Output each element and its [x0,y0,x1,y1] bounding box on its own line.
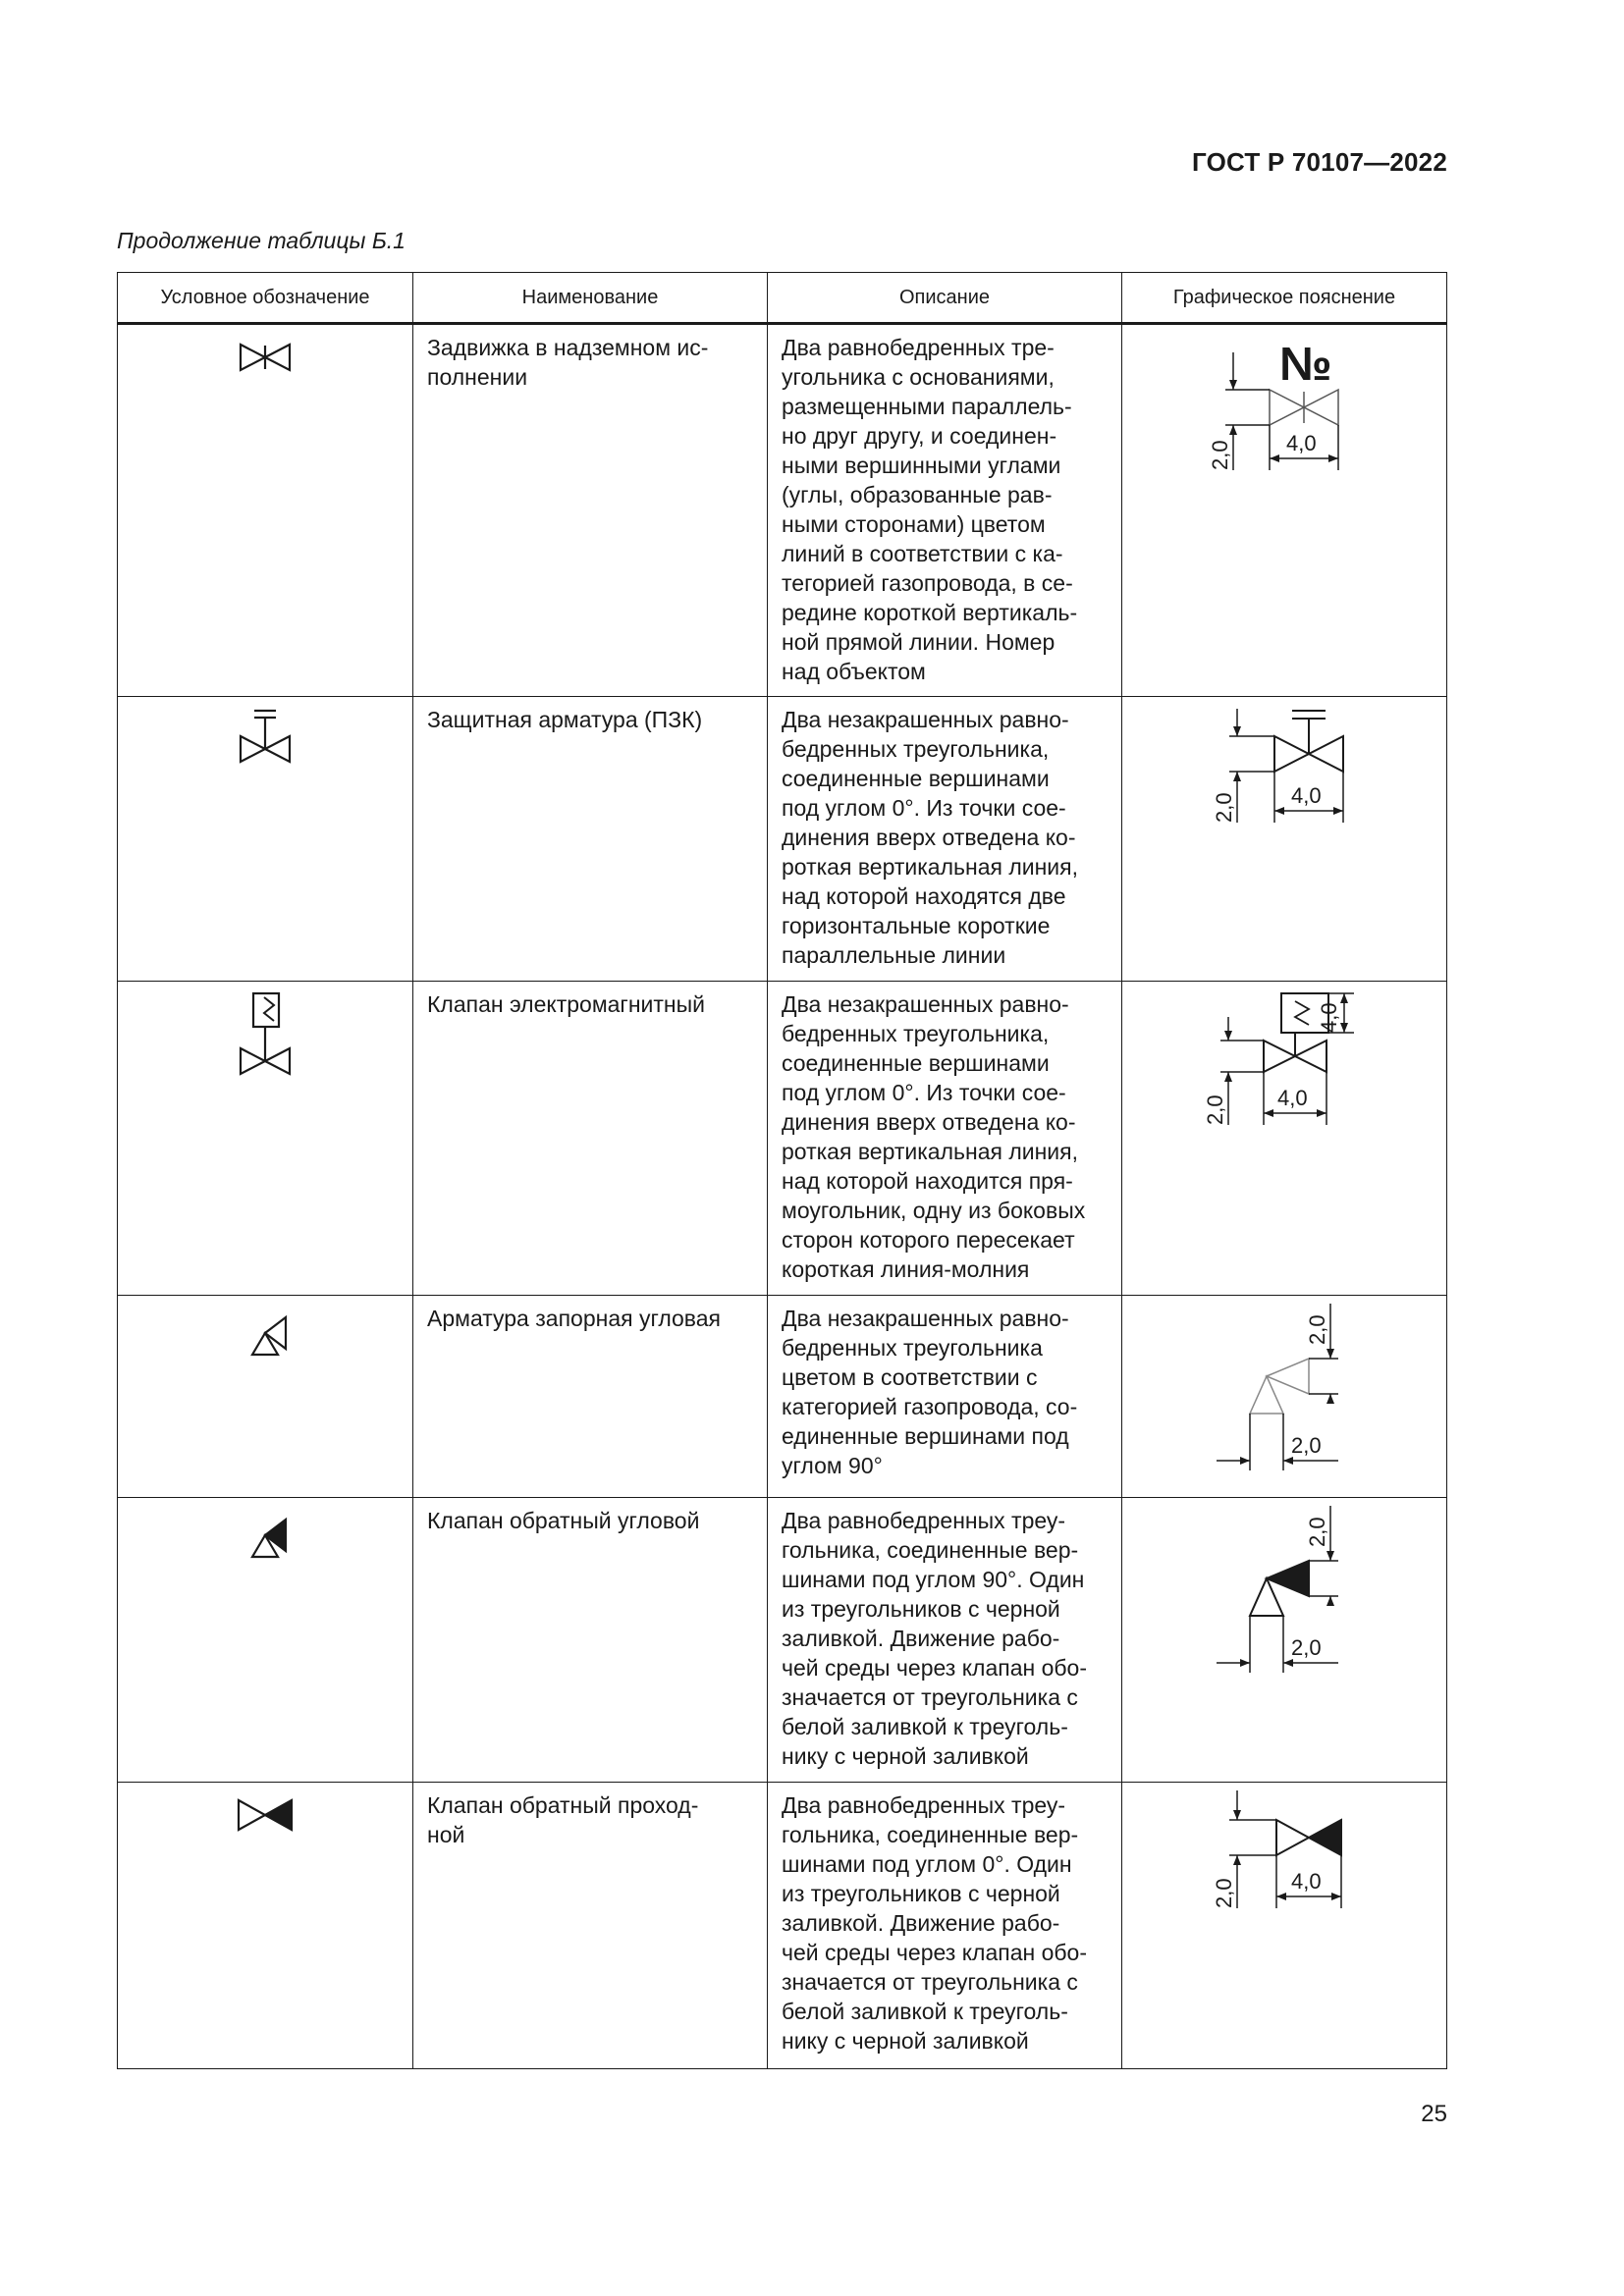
height-dimension-label: 2,0 [1212,1878,1236,1908]
name-cell [413,1296,768,1498]
table-caption: Продолжение таблицы Б.1 [117,228,406,253]
number-label: № [1279,339,1332,391]
gate-valve-dimension-diagram [1186,333,1382,480]
symbol-cell [118,324,413,697]
item-description: Два равнобедренных тре- угольника с основаниями, размещенными параллель- но друг другу, и соединен- ными вершинными углами (углы, образованные рав- ными сторонами) цветом линий в соответствии с ка- тегорией газопровода, в се- редине короткой вертикаль- ной прямой линии. Номер над объектом [782,335,1078,684]
description-cell [768,1498,1122,1783]
width-dimension-label: 4,0 [1291,1869,1322,1894]
symbol-cell [118,1783,413,2069]
description-cell [768,1783,1122,2069]
item-name: Защитная арматура (ПЗК) [427,707,703,732]
description-cell [768,982,1122,1296]
item-name: Арматура запорная угловая [427,1306,722,1331]
width-dimension-label: 2,0 [1291,1433,1322,1458]
graphic-cell [1122,1498,1447,1783]
symbol-cell [118,1498,413,1783]
height-dimension-label: 2,0 [1203,1095,1227,1125]
angle-check-valve-icon [231,1506,299,1565]
graphic-cell [1122,1296,1447,1498]
name-cell [413,1498,768,1783]
table-row [118,1783,1447,2069]
name-cell [413,1783,768,2069]
table-row [118,1498,1447,1783]
protective-valve-dimension-diagram [1186,705,1382,832]
box-dimension-label: 4,0 [1317,1002,1341,1033]
item-description: Два равнобедренных треу- гольника, соединенные вер- шинами под углом 90°. Один из треугольников с черной заливкой. Движение рабо- чей среды через клапан обо- значается от треугольника с белой заливкой к треуголь- нику с черной заливкой [782,1508,1088,1769]
column-header-symbol: Условное обозначение [118,273,413,324]
solenoid-valve-icon [231,989,299,1088]
graphic-cell [1122,697,1447,982]
page-number: 25 [1421,2101,1447,2127]
symbol-cell [118,982,413,1296]
table-row [118,324,1447,697]
protective-valve-icon [231,705,299,774]
straight-check-valve-icon [231,1790,299,1840]
column-header-description: Описание [768,273,1122,324]
item-name: Задвижка в надземном ис- полнении [427,335,709,390]
column-header-name: Наименование [413,273,768,324]
item-description: Два незакрашенных равно- бедренных треугольника, соединенные вершинами под углом 0°. Из точки сое- динения вверх отведена ко- роткая вертикальная линия, над которой находятся две горизонтальные короткие параллельные линии [782,707,1078,968]
table-row [118,1296,1447,1498]
width-dimension-label: 4,0 [1277,1086,1308,1110]
gate-valve-above-ground-icon [231,333,299,382]
angle-check-valve-dimension-diagram [1181,1506,1387,1682]
table-row [118,982,1447,1296]
symbol-cell [118,1296,413,1498]
item-description: Два незакрашенных равно- бедренных треугольника цветом в соответствии с категорией газопровода, со- единенные вершинами под углом 90° [782,1306,1078,1478]
item-name: Клапан обратный проход- ной [427,1792,699,1847]
item-description: Два равнобедренных треу- гольника, соединенные вер- шинами под углом 0°. Один из треугольников с черной заливкой. Движение рабо- чей среды через клапан обо- значается от треугольника с белой заливкой к треуголь- нику с черной заливкой [782,1792,1088,2054]
angle-shutoff-valve-icon [231,1304,299,1362]
name-cell [413,324,768,697]
angle-shutoff-valve-dimension-diagram [1181,1304,1387,1480]
document-number: ГОСТ Р 70107—2022 [1192,147,1447,177]
item-description: Два незакрашенных равно- бедренных треугольника, соединенные вершинами под углом 0°. Из точки сое- динения вверх отведена ко- роткая вертикальная линия, над которой находится пря- моугольник, одну из боковых сторон которого пересекает короткая линия-молния [782,991,1086,1282]
item-name: Клапан обратный угловой [427,1508,700,1533]
height-dimension-label: 2,0 [1305,1517,1329,1547]
table-row [118,697,1447,982]
description-cell [768,1296,1122,1498]
table-header-row [118,273,1447,324]
height-dimension-label: 2,0 [1212,792,1236,823]
symbol-cell [118,697,413,982]
width-dimension-label: 2,0 [1291,1635,1322,1660]
solenoid-valve-dimension-diagram [1181,989,1387,1137]
name-cell [413,697,768,982]
column-header-graphic: Графическое пояснение [1122,273,1447,324]
graphic-cell [1122,1783,1447,2069]
description-cell [768,697,1122,982]
straight-check-valve-dimension-diagram [1186,1790,1382,1918]
symbols-table [117,272,1447,2069]
height-dimension-label: 2,0 [1208,440,1232,470]
description-cell [768,324,1122,697]
item-name: Клапан электромагнитный [427,991,705,1017]
width-dimension-label: 4,0 [1286,431,1317,455]
width-dimension-label: 4,0 [1291,783,1322,808]
name-cell [413,982,768,1296]
height-dimension-label: 2,0 [1305,1314,1329,1345]
graphic-cell [1122,982,1447,1296]
graphic-cell [1122,324,1447,697]
